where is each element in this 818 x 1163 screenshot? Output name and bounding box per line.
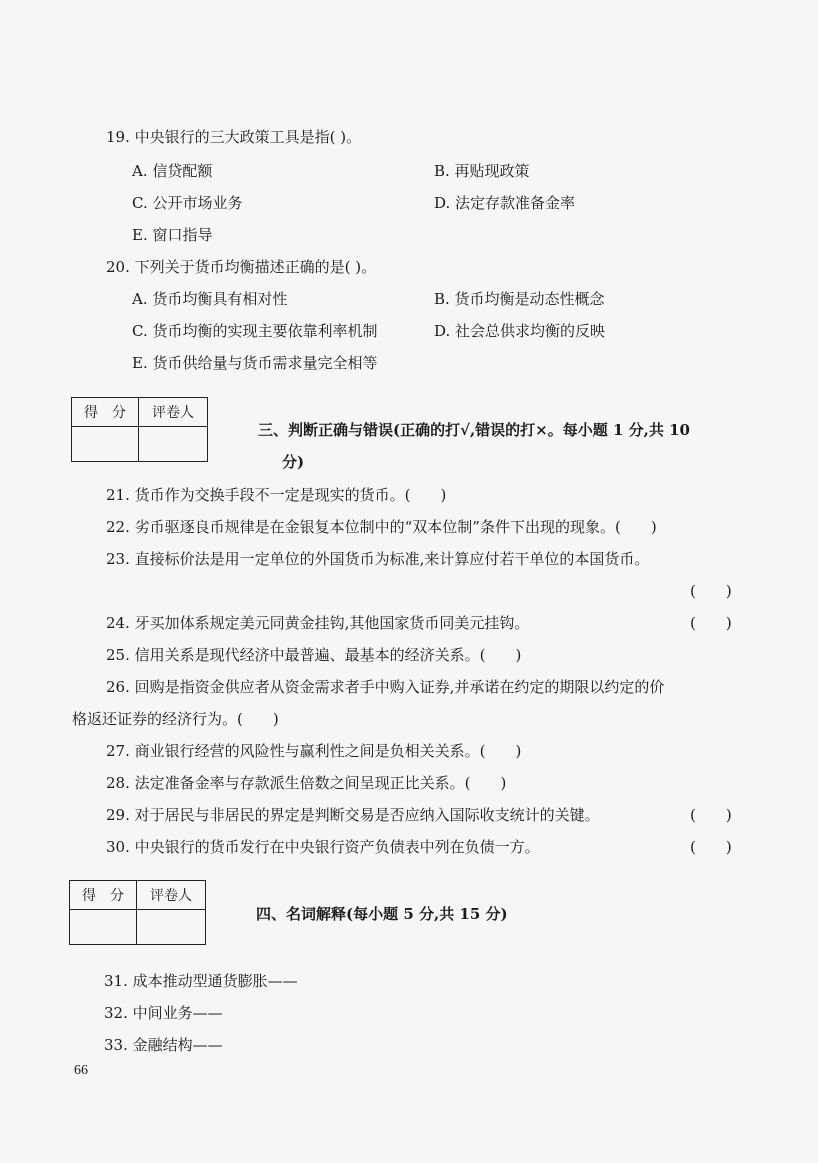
grader-label: 评卷人: [139, 398, 208, 427]
q24: 24. 牙买加体系规定美元同黄金挂钩,其他国家货币同美元挂钩。: [106, 614, 530, 632]
q22: 22. 劣币驱逐良币规律是在金银复本位制中的“双本位制”条件下出现的现象。( ): [106, 518, 657, 536]
grader-cell: [137, 910, 206, 945]
score-label: 得 分: [70, 881, 137, 910]
q24-answer-paren: ( ): [690, 614, 732, 632]
q20-option-a: A. 货币均衡具有相对性: [132, 290, 288, 308]
q19-option-e: E. 窗口指导: [132, 226, 213, 244]
q28: 28. 法定准备金率与存款派生倍数之间呈现正比关系。( ): [106, 774, 507, 792]
q20-option-b: B. 货币均衡是动态性概念: [434, 290, 605, 308]
score-box-section4: [69, 880, 206, 945]
score-label: 得 分: [72, 398, 139, 427]
section4-title: 四、名词解释(每小题 5 分,共 15 分): [256, 905, 508, 923]
q20-stem: 20. 下列关于货币均衡描述正确的是( )。: [106, 258, 377, 276]
score-cell: [72, 427, 139, 462]
score-cell: [70, 910, 137, 945]
q19-option-c: C. 公开市场业务: [132, 194, 243, 212]
q20-option-d: D. 社会总供求均衡的反映: [434, 322, 606, 340]
q32: 32. 中间业务——: [104, 1004, 223, 1022]
q31: 31. 成本推动型通货膨胀——: [104, 972, 298, 990]
q30-answer-paren: ( ): [690, 838, 732, 856]
q19-option-a: A. 信贷配额: [132, 162, 213, 180]
q19-option-b: B. 再贴现政策: [434, 162, 530, 180]
q21: 21. 货币作为交换手段不一定是现实的货币。( ): [106, 486, 447, 504]
section3-title-line1: 三、判断正确与错误(正确的打√,错误的打×。每小题 1 分,共 10: [258, 421, 690, 439]
grader-label: 评卷人: [137, 881, 206, 910]
q26-line1: 26. 回购是指资金供应者从资金需求者手中购入证券,并承诺在约定的期限以约定的价: [106, 678, 665, 696]
q29: 29. 对于居民与非居民的界定是判断交易是否应纳入国际收支统计的关键。: [106, 806, 600, 824]
q23-answer-paren: ( ): [690, 582, 732, 600]
q29-answer-paren: ( ): [690, 806, 732, 824]
q30: 30. 中央银行的货币发行在中央银行资产负债表中列在负债一方。: [106, 838, 540, 856]
q27: 27. 商业银行经营的风险性与赢利性之间是负相关关系。( ): [106, 742, 522, 760]
q20-option-c: C. 货币均衡的实现主要依靠利率机制: [132, 322, 378, 340]
q25: 25. 信用关系是现代经济中最普遍、最基本的经济关系。( ): [106, 646, 522, 664]
q19-stem: 19. 中央银行的三大政策工具是指( )。: [106, 128, 362, 146]
q23: 23. 直接标价法是用一定单位的外国货币为标准,来计算应付若干单位的本国货币。: [106, 550, 650, 568]
grader-cell: [139, 427, 208, 462]
q26-line2: 格返还证券的经济行为。( ): [72, 710, 279, 728]
q33: 33. 金融结构——: [104, 1036, 223, 1054]
score-box-section3: [71, 397, 208, 462]
q20-option-e: E. 货币供给量与货币需求量完全相等: [132, 354, 378, 372]
q19-option-d: D. 法定存款准备金率: [434, 194, 576, 212]
section3-title-line2: 分): [282, 453, 305, 471]
page-number: 66: [74, 1063, 88, 1078]
